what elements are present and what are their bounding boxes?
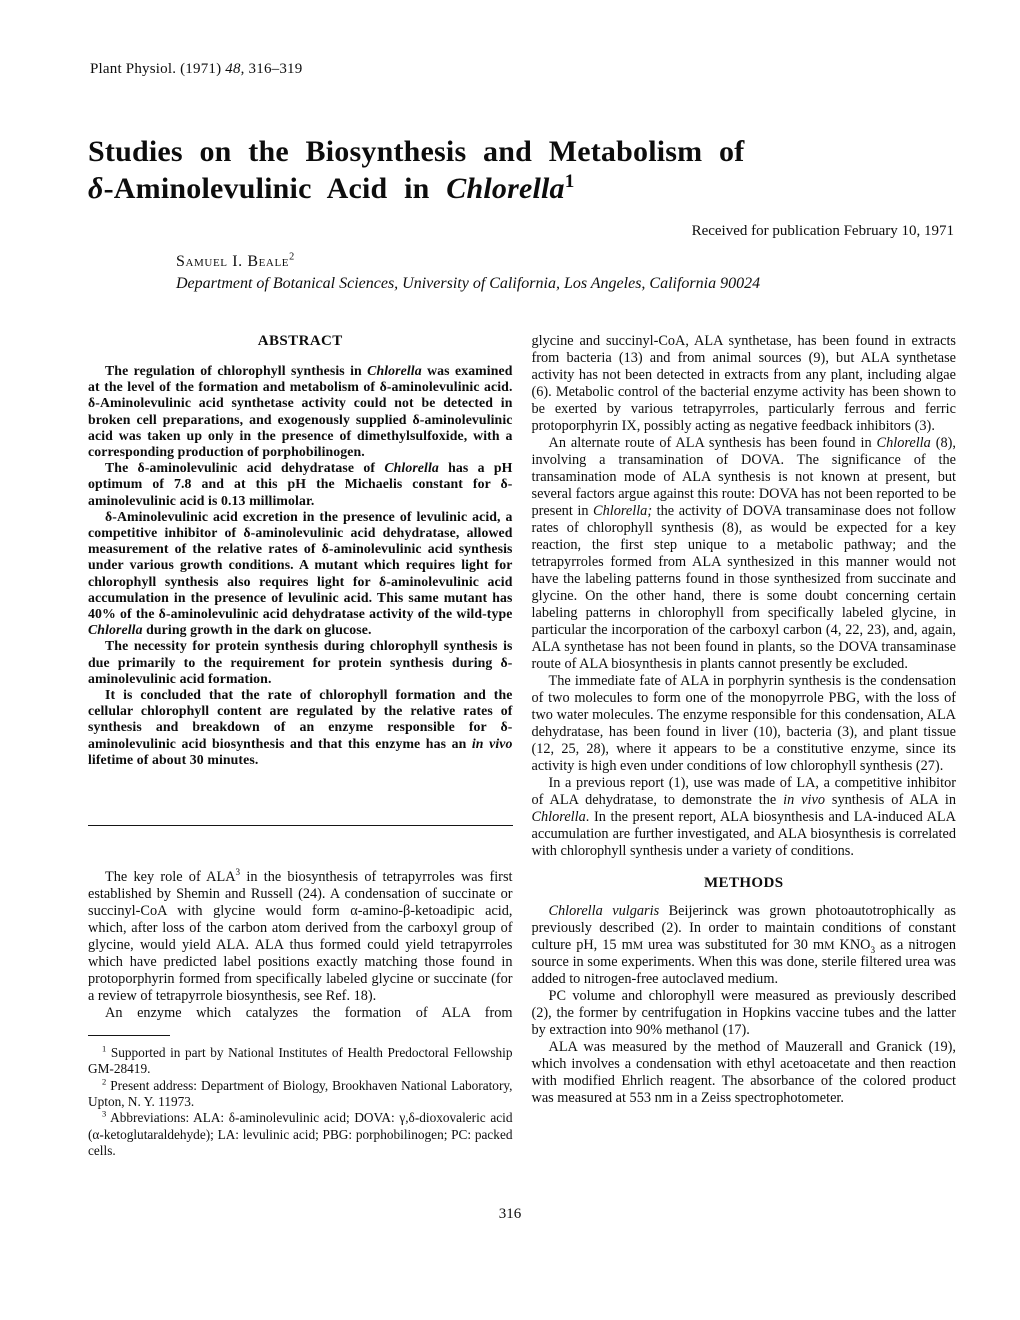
journal-citation: Plant Physiol. (1971) 48, 316–319 [90, 61, 303, 77]
body-paragraph: In a previous report (1), use was made of LA, a competitive inhibitor of ALA dehydratase, to demonstrate the in vivo synthesis of ALA in Chlorella. In the present report, ALA biosynthesis and LA-induced ALA accumulation are further investigated, and ALA biosynthesis is correlated with chlorophyll synthesis under a variety of conditions. [531, 775, 956, 859]
methods-heading: METHODS [704, 875, 784, 891]
body-paragraph: An enzyme which catalyzes the formation of ALA from [105, 1005, 513, 1022]
right-column [532, 333, 957, 1159]
methods-paragraph: ALA was measured by the method of Mauzerall and Granick (19), which involves a condensation with ethyl acetoacetate and then reaction with modified Ehrlich reagent. The absorbance of the colored product was measured at 553 nm in a Zeiss spectrophotometer. [531, 1039, 956, 1106]
author-name: Samuel I. Beale$^2$ [176, 251, 295, 270]
abstract-heading: ABSTRACT [257, 333, 343, 349]
methods-paragraph: PC volume and chlorophyll were measured as previously described (2), the former by centrifugation in Hopkins vaccine tubes and the latter by extraction into 90% methanol (17). [531, 988, 956, 1038]
body-paragraph: glycine and succinyl-CoA, ALA synthetase, has been found in extracts from bacteria (13) and from animal sources (9), but ALA synthetase activity has not been detected in extracts from any plant, including algae (6). Metabolic control of the bacterial enzyme activity has been shown to be exerted by various tetrapyrroles, particularly ferrous and ferric protoporphyrin IX, possibly acting as negative feedback inhibitors (3). [531, 333, 956, 434]
abstract-paragraph: The δ-aminolevulinic acid dehydratase of Chlorella has a pH optimum of 7.8 and at this pH the Michaelis constant for δ-aminolevulinic acid is 0.13 millimolar. [88, 460, 513, 508]
two-column-body [88, 333, 956, 1159]
title-line-1: Studies on the Biosynthesis and Metabolism of [88, 135, 745, 168]
left-column [88, 333, 513, 1159]
page-title [88, 133, 848, 207]
footnote-3: $^3$ Abbreviations: ALA: δ-aminolevulinic acid; DOVA: γ,δ-dioxovaleric acid (α-ketoglutaraldehyde); LA: levulinic acid; PBG: porphobilinogen; PC: packed cells. [88, 1108, 513, 1158]
received-date: Received for publication February 10, 1971 [691, 223, 954, 239]
abstract-paragraph: It is concluded that the rate of chlorophyll formation and the cellular chlorophyll content are regulated by the relative rates of synthesis and breakdown of an enzyme responsible for δ-aminolevulinic acid biosynthesis and that this enzyme has an in vivo lifetime of about 30 minutes. [88, 687, 513, 767]
abstract-paragraph: The necessity for protein synthesis during chlorophyll synthesis is due primarily to the requirement for protein synthesis during δ-aminolevulinic acid formation. [88, 638, 513, 686]
methods-paragraph: Chlorella vulgaris Beijerinck was grown photoautotrophically as previously described (2). In order to maintain conditions of constant culture pH, 15 mM urea was substituted for 30 mM $KNO_3$ as a nitrogen source in some experiments. When this was done, sterile filtered urea was added to nitrogen-free autoclaved medium. [531, 903, 957, 987]
footnote-rule [88, 1035, 170, 1036]
body-paragraph: The key role of ALA$^3$ in the biosynthesis of tetrapyrroles was first established by Shemin and Russell (24). A condensation of succinate or succinyl-CoA with glycine would form α-amino-β-ketoadipic acid, which, after loss of the carbon atom derived from the carboxyl group of glycine, would yield ALA. ALA thus formed could yield tetrapyrroles which have predicted label positions exactly matching those found in protoporphyrin formed from specifically labeled glycine or succinate (for a review of tetrapyrrole biosynthesis, see Ref. 18). [88, 867, 513, 1005]
footnote-2: $^2$ Present address: Department of Biology, Brookhaven National Laboratory, Upton, N. Y. 11973. [88, 1076, 513, 1109]
body-paragraph: An alternate route of ALA synthesis has been found in Chlorella (8), involving a transamination of DOVA. The significance of the transamination mode of ALA synthesis is not known at present, but several factors argue against this route: DOVA has not been reported to be present in Chlorella; the activity of DOVA transaminase does not follow rates of chlorophyll synthesis (8), as would be expected for a key reaction, the first step unique to a metabolic pathway; and the tetrapyrroles formed from ALA synthesized in this manner would not have the labeling patterns found in those synthesized from succinate and glycine. On the other hand, there is some doubt concerning certain labeling patterns in chlorophyll from specifically labeled glycine, in particular the incorporation of the carboxyl carbon (4, 22, 23), and, again, ALA synthetase has not been found in plants, so the DOVA transaminase route of ALA biosynthesis in plants cannot presently be excluded. [531, 435, 956, 672]
body-paragraph: The immediate fate of ALA in porphyrin synthesis is the condensation of two molecules to form one of the monopyrrole PBG, with the loss of two water molecules. The enzyme responsible for this condensation, ALA dehydratase, has been found in liver (10), bacteria (3), and plant tissue (12, 25, 28), where it appears to be a constitutive enzyme, since its activity is high even under conditions of low chlorophyll synthesis (27). [531, 673, 956, 774]
abstract-paragraph: δ-Aminolevulinic acid excretion in the presence of levulinic acid, a competitive inhibitor of δ-aminolevulinic acid dehydratase, allowed measurement of the relative rates of δ-aminolevulinic acid synthesis under various growth conditions. A mutant which requires light for chlorophyll synthesis also requires light for δ-aminolevulinic acid accumulation in the presence of levulinic acid. This same mutant has 40% of the δ-aminolevulinic acid dehydratase activity of the wild-type Chlorella during growth in the dark on glucose. [88, 508, 513, 638]
author-affiliation: Department of Botanical Sciences, University of California, Los Angeles, California 90024 [176, 275, 761, 292]
abstract-divider [88, 825, 513, 826]
title-line-2: δ-Aminolevulinic Acid in Chlorella$^1$ [88, 171, 575, 205]
footnote-1: $^1$ Supported in part by National Institutes of Health Predoctoral Fellowship GM-28419. [88, 1043, 513, 1077]
page-number: 316 [498, 1206, 522, 1222]
abstract-paragraph: The regulation of chlorophyll synthesis in Chlorella was examined at the level of the formation and metabolism of δ-aminolevulinic acid. δ-Aminolevulinic acid synthetase activity could not be detected in broken cell preparations, and exogenously supplied δ-aminolevulinic acid was taken up only in the presence of dimethylsulfoxide, with a corresponding production of porphobilinogen. [88, 363, 513, 460]
